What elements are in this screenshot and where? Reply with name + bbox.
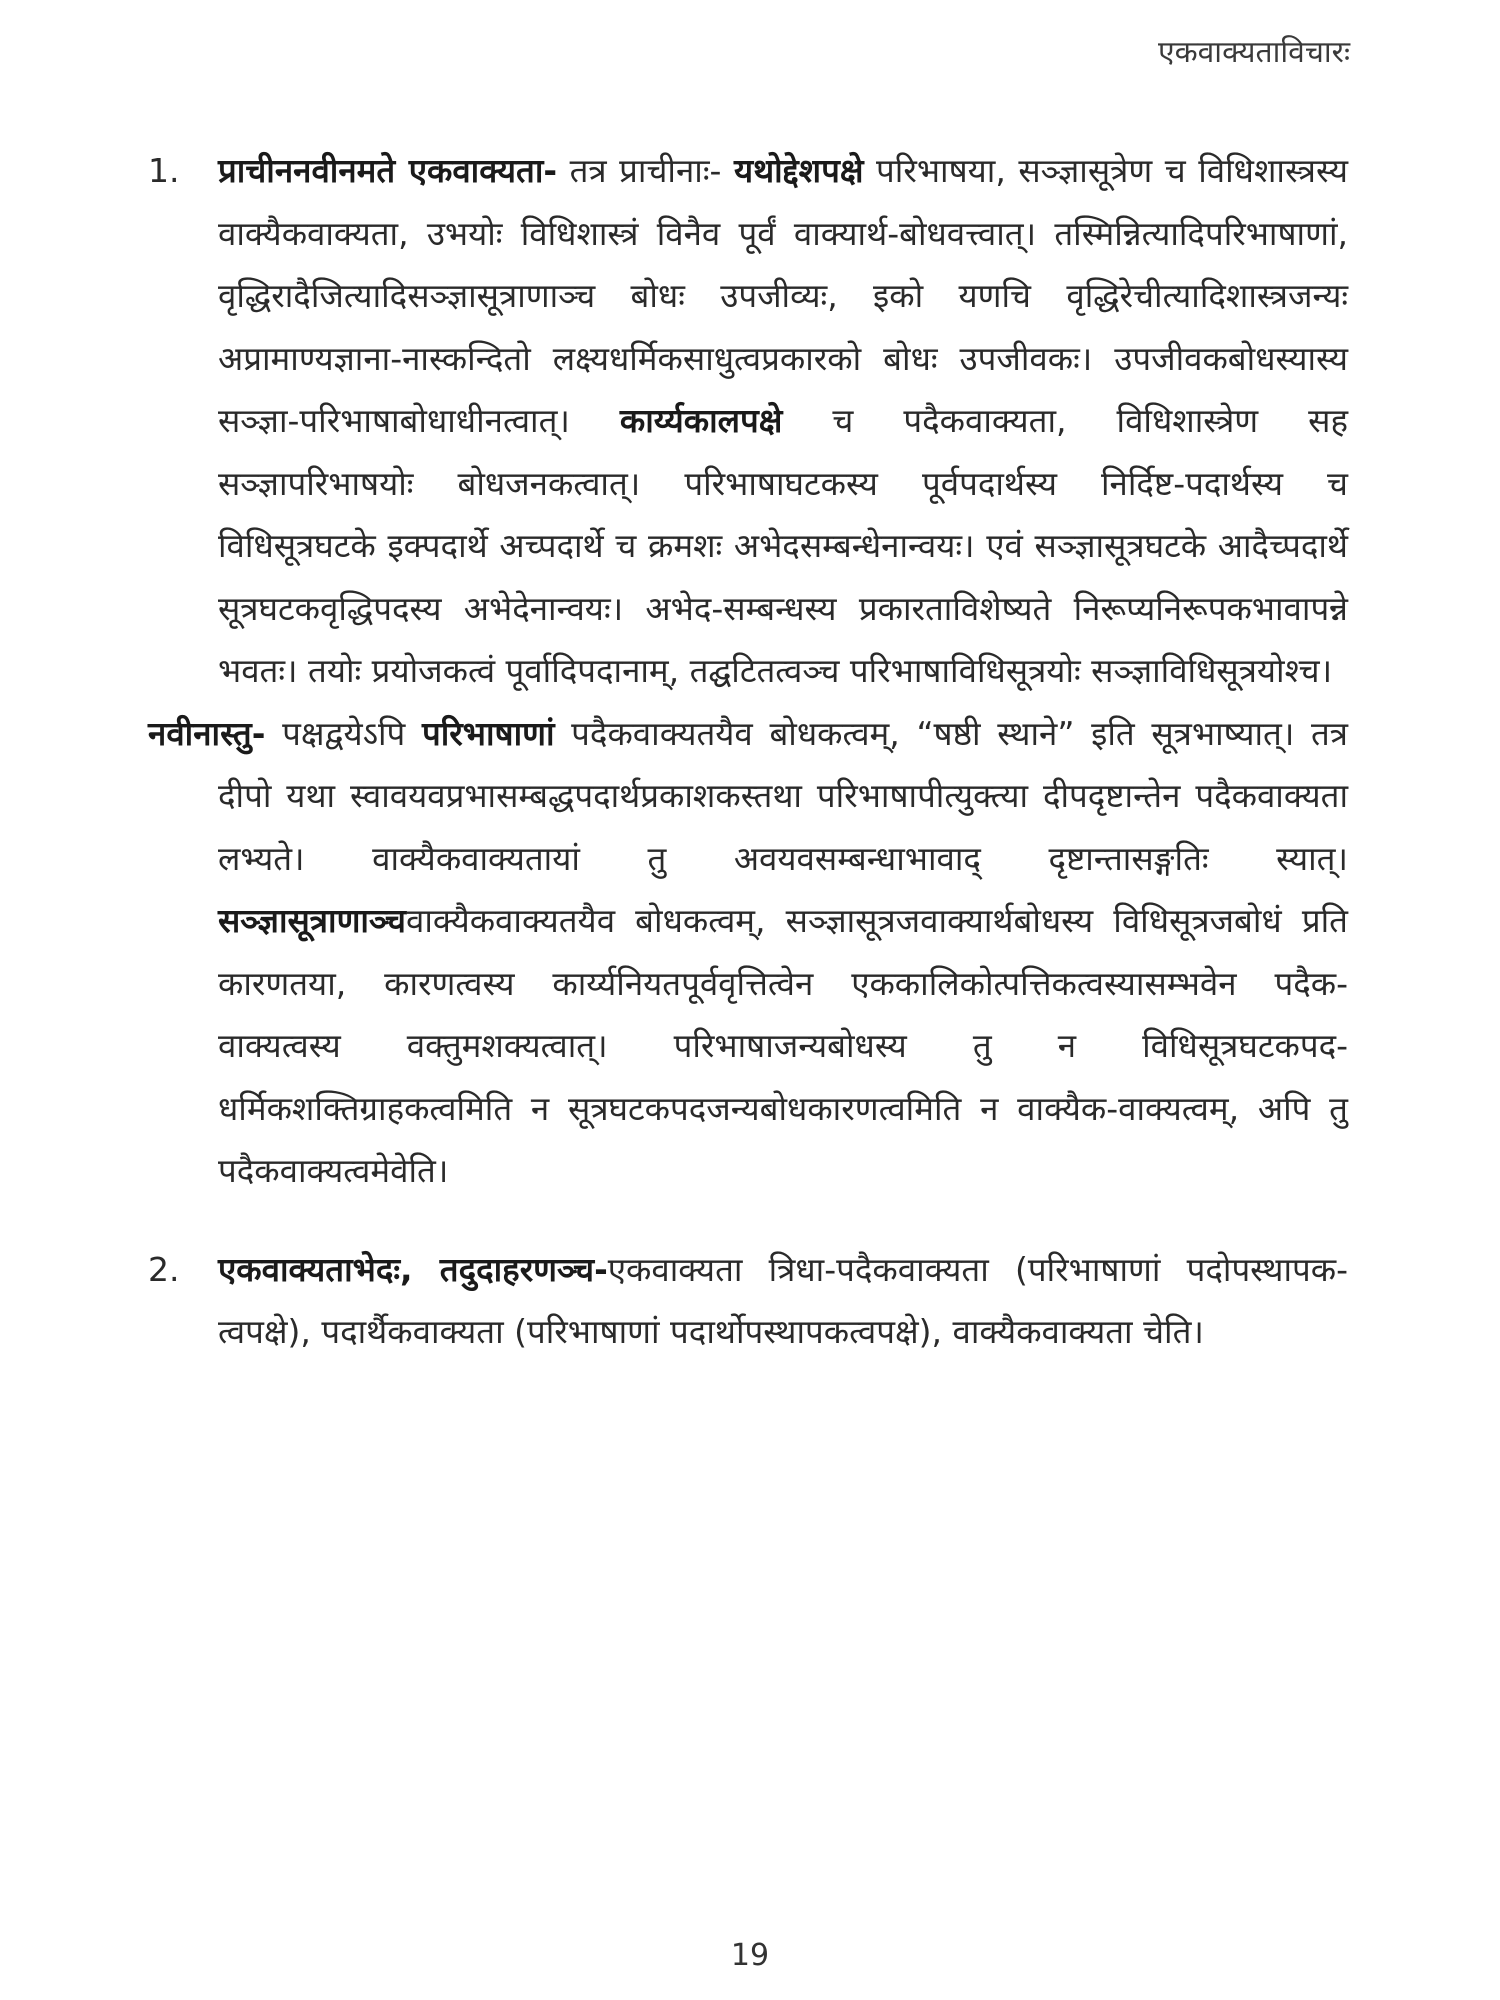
section-1-text-1: तत्र प्राचीनाः- bbox=[557, 151, 734, 190]
section-1-number: 1. bbox=[148, 151, 180, 190]
section-2-number: 2. bbox=[148, 1249, 180, 1289]
section-1-term-karyakala: कार्य्यकालपक्षे bbox=[619, 401, 783, 440]
section-1-text-2: परिभाषया, सञ्ज्ञासूत्रेण च विधिशास्त्रस्य वाक्यैकवाक्यता, उभयोः विधिशास्त्रं विनैव पूर्वं वाक्यार्थ-बोधवत्त्वात्। तस्मिन्नित्यादिपरिभाषाणां, वृद्धिरादैजित्यादिसञ्ज्ञासूत्राणाञ्च बोधः उपजीव्यः, इको यणचि वृद्धिरेचीत्यादिशास्त्रजन्यः अप्रामाण्यज्ञाना-नास्कन्दितो लक्ष्यधर्मिकसाधुत्वप्रकारको बोधः उपजीवकः। उपजीवकबोधस्यास्य सञ्ज्ञा-परिभाषाबोधाधीनत्वात्। bbox=[218, 151, 1348, 440]
running-header: एकवाक्यताविचारः bbox=[1158, 35, 1350, 70]
section-1-term-yathoddesha: यथोद्देशपक्षे bbox=[733, 151, 864, 190]
section-2 bbox=[148, 1239, 1348, 1364]
section-1-paragraph-1 bbox=[148, 140, 1348, 703]
section-1-heading: प्राचीननवीनमते एकवाक्यता- bbox=[218, 151, 558, 190]
page-number: 19 bbox=[730, 1938, 770, 1973]
section-1-p2-text-2: पदैकवाक्यतयैव बोधकत्वम्, “षष्ठी स्थाने” इति सूत्रभाष्यात्। तत्र दीपो यथा स्वावयवप्रभासम्बद्धपदार्थप्रकाशकस्तथा परिभाषापीत्युक्त्या दीपदृष्टान्तेन पदैकवाक्यता लभ्यते। वाक्यैकवाक्यतायां तु अवयवसम्बन्धाभावाद् दृष्टान्तासङ्गतिः स्यात्। bbox=[218, 713, 1349, 878]
section-1-paragraph-2 bbox=[148, 703, 1349, 1203]
section-2-text: एकवाक्यता त्रिधा-पदैकवाक्यता (परिभाषाणां पदोपस्थापक-त्वपक्षे), पदार्थैकवाक्यता (परिभाषाणां पदार्थोपस्थापकत्वपक्षे), वाक्यैकवाक्यता चेति। bbox=[218, 1249, 1348, 1351]
section-1-subheading-navina: नवीनास्तु- bbox=[148, 713, 266, 753]
section-1-p2-text-3: वाक्यैकवाक्यतयैव बोधकत्वम्, सञ्ज्ञासूत्रजवाक्यार्थबोधस्य विधिसूत्रजबोधं प्रति कारणतया, कारणत्वस्य कार्य्यनियतपूर्ववृत्तित्वेन एककालिकोत्पत्तिकत्वस्यासम्भवेन पदैक-वाक्यत्वस्य वक्तुमशक्यत्वात्। परिभाषाजन्यबोधस्य तु न विधिसूत्रघटकपद-धर्मिकशक्तिग्राहकत्वमिति न सूत्रघटकपदजन्यबोधकारणत्वमिति न वाक्यैक-वाक्यत्वम्, अपि तु पदैकवाक्यत्वमेवेति। bbox=[218, 901, 1348, 1190]
section-2-heading: एकवाक्यताभेदः, तदुदाहरणञ्च- bbox=[218, 1249, 608, 1289]
section-1-text-3: च पदैकवाक्यता, विधिशास्त्रेण सह सञ्ज्ञापरिभाषयोः बोधजनकत्वात्। परिभाषाघटकस्य पूर्वपदार्थस्य निर्दिष्ट-पदार्थस्य च विधिसूत्रघटके इक्पदार्थे अच्पदार्थे च क्रमशः अभेदसम्बन्धेनान्वयः। एवं सञ्ज्ञासूत्रघटके आदैच्पदार्थे सूत्रघटकवृद्धिपदस्य अभेदेनान्वयः। अभेद-सम्बन्धस्य प्रकारताविशेष्यते निरूप्यनिरूपकभावापन्ने भवतः। तयोः प्रयोजकत्वं पूर्वादिपदानाम्, तद्घटितत्वञ्च परिभाषाविधिसूत्रयोः सञ्ज्ञाविधिसूत्रयोश्च। bbox=[218, 401, 1348, 690]
section-2-paragraph bbox=[148, 1239, 1348, 1364]
section-1 bbox=[148, 140, 1348, 1203]
section-1-term-sanjnasutra: सञ्ज्ञासूत्राणाञ्च bbox=[218, 901, 407, 940]
section-1-term-paribhasha: परिभाषाणां bbox=[421, 713, 555, 753]
page-body bbox=[148, 140, 1348, 1364]
section-1-p2-text-1: पक्षद्वयेऽपि bbox=[265, 713, 422, 753]
